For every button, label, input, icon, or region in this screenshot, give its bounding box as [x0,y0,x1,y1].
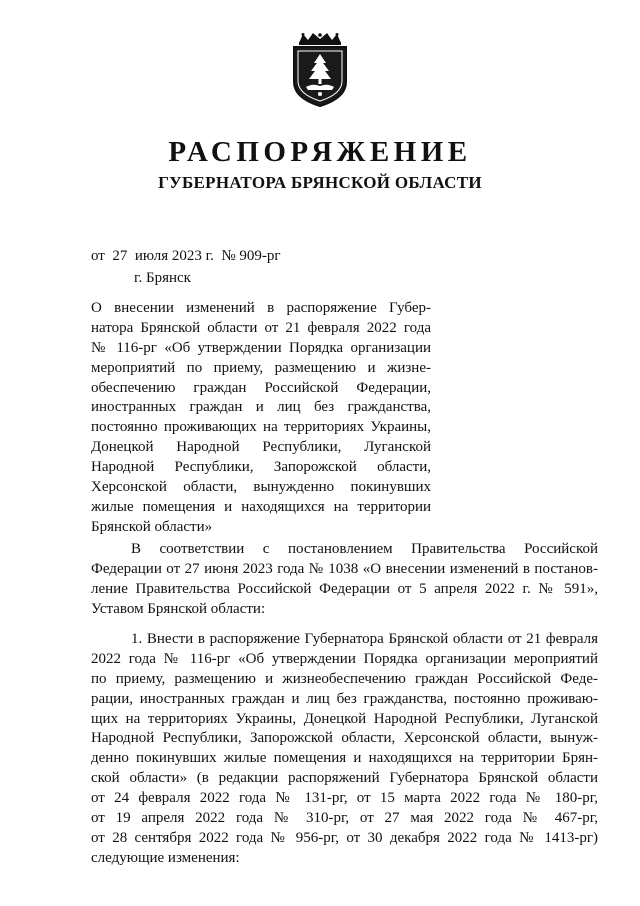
paragraph-line: Федерации от 27 июня 2023 года № 1038 «О внесении изменений в постанов- [91,560,598,577]
paragraph-line: Народной Республики, Запорожской области, Херсонской области, вынуж- [91,730,598,747]
paragraph-line: 1. Внести в распоряжение Губернатора Брянской области от 21 февраля [131,631,598,647]
subject-line: натора Брянской области от 21 февраля 2022 года [91,319,431,336]
document-date-number: от 27 июля 2023 г. № 909-рг [91,248,281,264]
coat-of-arms-icon [291,32,349,108]
subject-line: мероприятий по приему, размещению и жизне- [91,359,431,376]
paragraph-line: от 19 апреля 2022 года № 310-рг, от 27 мая 2022 года № 467-рг, [91,810,598,827]
paragraph-line: рации, иностранных граждан и лиц без гражданства, постоянно проживаю- [91,690,598,707]
subject-line: Брянской области» [91,518,213,535]
paragraph-line: по приему, размещению и жизнеобеспечению граждан Российской Феде- [91,670,598,687]
subject-line: Донецкой Народной Республики, Луганской [91,439,431,456]
coat-of-arms-emblem [291,32,349,108]
subject-line: жилые помещения и находящихся на территории [91,498,431,515]
paragraph-line: 2022 года № 116-рг «Об утверждении Порядка организации мероприятий [91,650,598,667]
paragraph-line: денно покинувших жилые помещения и находящихся на территории Брян- [91,750,598,767]
paragraph-line: ление Правительства Российской Федерации от 5 апреля 2022 г. № 591», [91,580,598,597]
preamble-paragraph [91,540,598,620]
subject-line: обеспечению граждан Российской Федерации, [91,379,431,396]
paragraph-line: щих на территориях Украины, Донецкой Народной Республики, Луганской [91,710,598,727]
subject-line: Херсонской области, вынужденно покинувших [91,479,431,496]
subject-line: № 116-рг «Об утверждении Порядка организации [91,339,431,356]
item-1-paragraph [91,630,598,869]
document-subtitle: ГУБЕРНАТОРА БРЯНСКОЙ ОБЛАСТИ [158,173,482,192]
paragraph-line: В соответствии с постановлением Правительства Российской [131,541,598,557]
subject-line: иностранных граждан и лиц без гражданства, [91,399,431,416]
subject-line: постоянно проживающих на территориях Украины, [91,419,431,436]
subject-line: Народной Республики, Запорожской области, [91,459,431,476]
paragraph-line: от 28 сентября 2022 года № 956-рг, от 30 декабря 2022 года № 1413-рг) [91,829,598,846]
document-subject [91,299,431,538]
paragraph-line: следующие изменения: [91,849,240,866]
paragraph-line: Уставом Брянской области: [91,600,266,617]
document-title: РАСПОРЯЖЕНИЕ [168,136,472,168]
subject-line: О внесении изменений в распоряжение Губер- [91,300,431,316]
document-city: г. Брянск [134,270,191,286]
paragraph-line: ской области» (в редакции распоряжений Губернатора Брянской области [91,770,598,787]
paragraph-line: от 24 февраля 2022 года № 131-рг, от 15 марта 2022 года № 180-рг, [91,790,598,807]
